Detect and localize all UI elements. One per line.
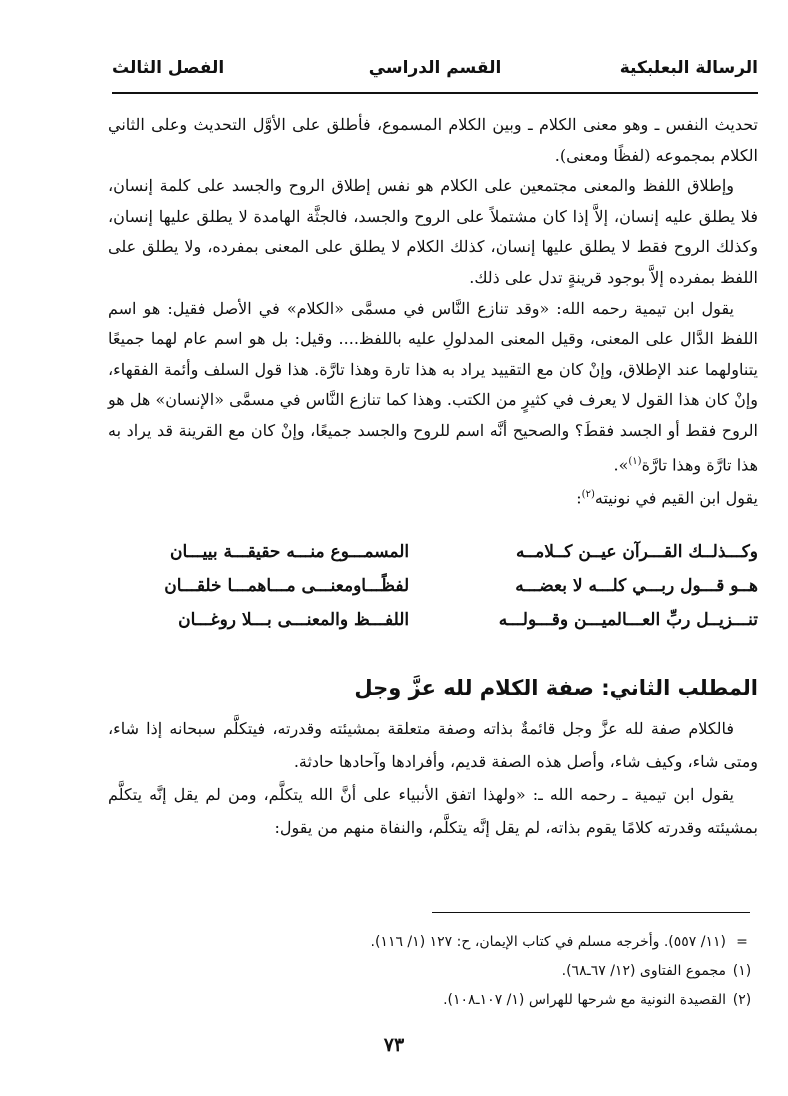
verse-second-hemistich: اللفـــظ والمعنـــى بـــلا روغـــان	[178, 610, 410, 630]
section-paragraph-2: يقول ابن تيمية ـ رحمه الله ـ: «ولهذا اتفق الأنبياء على أنَّ الله يتكلَّم، ومن لم يقل إنَّه يتكلَّم بمشيئته وقدرته كلامًا يقوم بذاته، لم يقل إنَّه يتكلَّم، والنفاة منهم من يقول:	[108, 785, 758, 837]
header-book-title: الرسالة البعلبكية	[619, 58, 758, 78]
footnote-text: مجموع الفتاوى (١٢/ ٦٧ـ٦٨).	[561, 963, 726, 979]
verse-first-hemistich: وكـــذلــك القـــرآن عيــن كــلامــه	[516, 542, 758, 562]
poem-block	[112, 535, 758, 637]
verse-second-hemistich: المسمـــوع منـــه حقيقـــة بييـــان	[170, 542, 410, 562]
verse-second-hemistich: لفظًـــاومعنـــى مـــاهمـــا خلقـــان	[164, 576, 410, 596]
paragraph-4	[108, 480, 758, 514]
verse-first-hemistich: هــو قـــول ربـــي كلـــه لا بعضـــه	[515, 576, 758, 596]
main-text	[108, 110, 758, 514]
section-paragraph-1: فالكلام صفة لله عزَّ وجل قائمةٌ بذاته وصفة متعلقة بمشيئته وقدرته، فيتكلَّم سبحانه إذا شاء، ومتى شاء، وكيف شاء، وأصل هذه الصفة قديم، وأفرادها وآحادها حادثة.	[108, 719, 758, 771]
section-text	[108, 712, 758, 844]
running-header	[112, 52, 758, 88]
footnote-text: (١١/ ٥٥٧). وأخرجه مسلم في كتاب الإيمان، ح: ١٢٧ (١/ ١١٦).	[370, 934, 726, 950]
poem-verse	[112, 603, 758, 637]
paragraph-3	[108, 294, 758, 481]
footnote-2	[112, 986, 758, 1015]
footnote-continuation	[112, 928, 758, 957]
footnotes	[112, 928, 758, 1015]
footnote-separator	[432, 912, 750, 913]
poem-intro: يقول ابن القيم في نونيته	[594, 488, 758, 508]
footnote-mark: =	[736, 934, 748, 950]
poem-intro-end: :	[576, 488, 582, 508]
page-number: ٧٣	[383, 1034, 405, 1056]
quote-ibn-taymiyya: يقول ابن تيمية رحمه الله: «وقد تنازع النَّاس في مسمَّى «الكلام» في الأصل فقيل: هو اسم اللفظ الدَّال على المعنى، وقيل المعنى المدلولِ عليه باللفظ.... وقيل: بل هو اسم عام لهما جميعًا يتناولهما عند الإطلاق، وإنْ كان مع التقييد يراد به هذا تارة وهذا تارَّة. هذا قول السلف وأئمة الفقهاء، وإنْ كان هذا القول لا يعرف في كثيرٍ من الكتب. وهذا كما تنازع النَّاس في مسمَّى «الإنسان» هل هو الروح فقط أو الجسد فقطَ؟ والصحيح أنَّه اسم للروح والجسد جميعًا، وإنْ كان مع القرينة قد يراد به هذا تارَّة وهذا تارَّة	[108, 298, 758, 474]
header-chapter: الفصل الثالث	[112, 58, 225, 78]
poem-verse	[112, 535, 758, 569]
footnote-ref-2[interactable]: (٢)	[581, 489, 595, 501]
paragraph-2: وإطلاق اللفظ والمعنى مجتمعين على الكلام هو نفس إطلاق الروح والجسد على كلمة إنسان، فلا يطلق عليه إنسان، إلاَّ إذا كان مشتملاً على الروح والجسد، فالجثَّة الهامدة لا يطلق عليها إنسان، وكذلك الروح فقط لا يطلق عليها إنسان، كذلك الكلام لا يطلق على المعنى بمفرده، ولا يطلق على اللفظ بمفرده إلاَّ بوجود قرينةٍ تدل على ذلك.	[108, 176, 758, 287]
footnote-mark: (٢)	[732, 992, 752, 1008]
header-section: القسم الدراسي	[368, 58, 502, 78]
footnote-1	[112, 957, 758, 986]
header-rule	[112, 92, 758, 94]
section-heading: المطلب الثاني: صفة الكلام لله عزَّ وجل	[354, 676, 758, 700]
footnote-text: القصيدة النونية مع شرحها للهراس (١/ ١٠٧ـ١٠٨).	[443, 992, 726, 1008]
poem-verse	[112, 569, 758, 603]
paragraph-1: تحديث النفس ـ وهو معنى الكلام ـ وبين الكلام المسموع، فأطلق على الأوَّل التحديث وعلى الثاني الكلام بمجموعه (لفظًا ومعنى).	[108, 115, 758, 165]
footnote-ref-1[interactable]: (١)	[628, 455, 642, 467]
verse-first-hemistich: تنـــزيــل ربِّ العـــالميـــن وقـــولـــه	[498, 610, 758, 630]
footnote-mark: (١)	[732, 963, 752, 979]
quote-end: ».	[613, 454, 629, 474]
